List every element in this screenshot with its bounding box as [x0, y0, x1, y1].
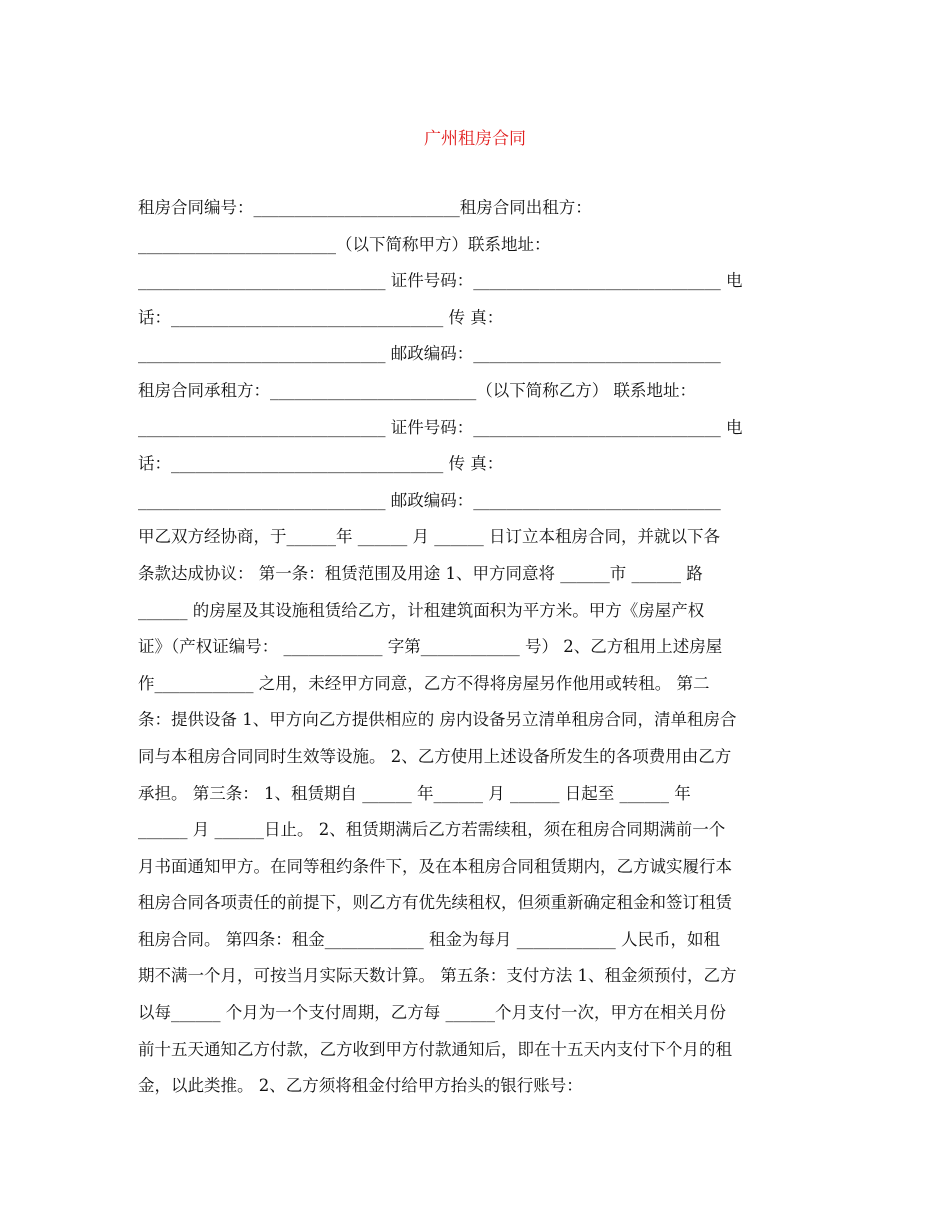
text-line: 租房合同各项责任的前提下，则乙方有优先续租权，但须重新确定租金和签订租赁 [138, 893, 732, 913]
text-line: ______ 月 ______日止。 2、租赁期满后乙方若需续租，须在租房合同期满前一个 [138, 820, 726, 840]
text-line: ______________________________ 邮政编码：______________________________ [138, 344, 721, 364]
text-line: 承担。 第三条： 1、租赁期自 ______ 年______ 月 ______ 日起至 ______ 年 [138, 783, 691, 803]
text-line: 证》（产权证编号： ____________ 字第____________ 号） 2、乙方租用上述房屋 [138, 637, 723, 657]
text-line: 甲乙双方经协商，于______年 ______ 月 ______ 日订立本租房合同，并就以下各 [138, 527, 720, 547]
text-line: ______________________________ 证件号码：______________________________ 电 [138, 417, 743, 437]
text-line: 租房合同。 第四条：租金____________ 租金为每月 ____________ 人民币，如租 [138, 929, 720, 949]
text-line: 金，以此类推。 2、乙方须将租金付给甲方抬头的银行账号： [138, 1076, 583, 1096]
text-line: 同与本租房合同同时生效等设施。 2、乙方使用上述设备所发生的各项费用由乙方 [138, 746, 732, 766]
text-line: ______________________________ 邮政编码：______________________________ [138, 490, 721, 510]
text-line: ________________________（以下简称甲方）联系地址： [138, 234, 551, 254]
text-line: 月书面通知甲方。在同等租约条件下，及在本租房合同租赁期内，乙方诚实履行本 [138, 856, 732, 876]
text-line: 作____________ 之用，未经甲方同意，乙方不得将房屋另作他用或转租。 第二 [138, 673, 710, 693]
text-line: 租房合同编号：_________________________租房合同出租方： [138, 198, 592, 217]
text-line: ______ 的房屋及其设施租赁给乙方，计租建筑面积为平方米。甲方《房屋产权 [138, 600, 705, 620]
text-line: 条款达成协议： 第一条：租赁范围及用途 1、甲方同意将 ______市 ______ 路 [138, 563, 703, 583]
text-line: ______________________________ 证件号码：______________________________ 电 [138, 271, 743, 291]
text-line: 前十五天通知乙方付款，乙方收到甲方付款通知后，即在十五天内支付下个月的租 [138, 1039, 732, 1059]
document-body [138, 190, 810, 1105]
text-line: 条：提供设备 1、甲方向乙方提供相应的 房内设备另立清单租房合同，清单租房合 [138, 710, 737, 730]
text-line: 租房合同承租方：_________________________（以下简称乙方） 联系地址： [138, 380, 696, 400]
text-line: 话：_________________________________ 传 真： [138, 454, 504, 474]
text-line: 以每______ 个月为一个支付周期，乙方每 ______个月支付一次，甲方在相关月份 [138, 1003, 726, 1023]
text-line: 期不满一个月，可按当月实际天数计算。 第五条：支付方法 1、租金须预付，乙方 [138, 966, 737, 986]
document-title: 广州租房合同 [424, 129, 526, 149]
text-line: 话：_________________________________ 传 真： [138, 307, 504, 327]
